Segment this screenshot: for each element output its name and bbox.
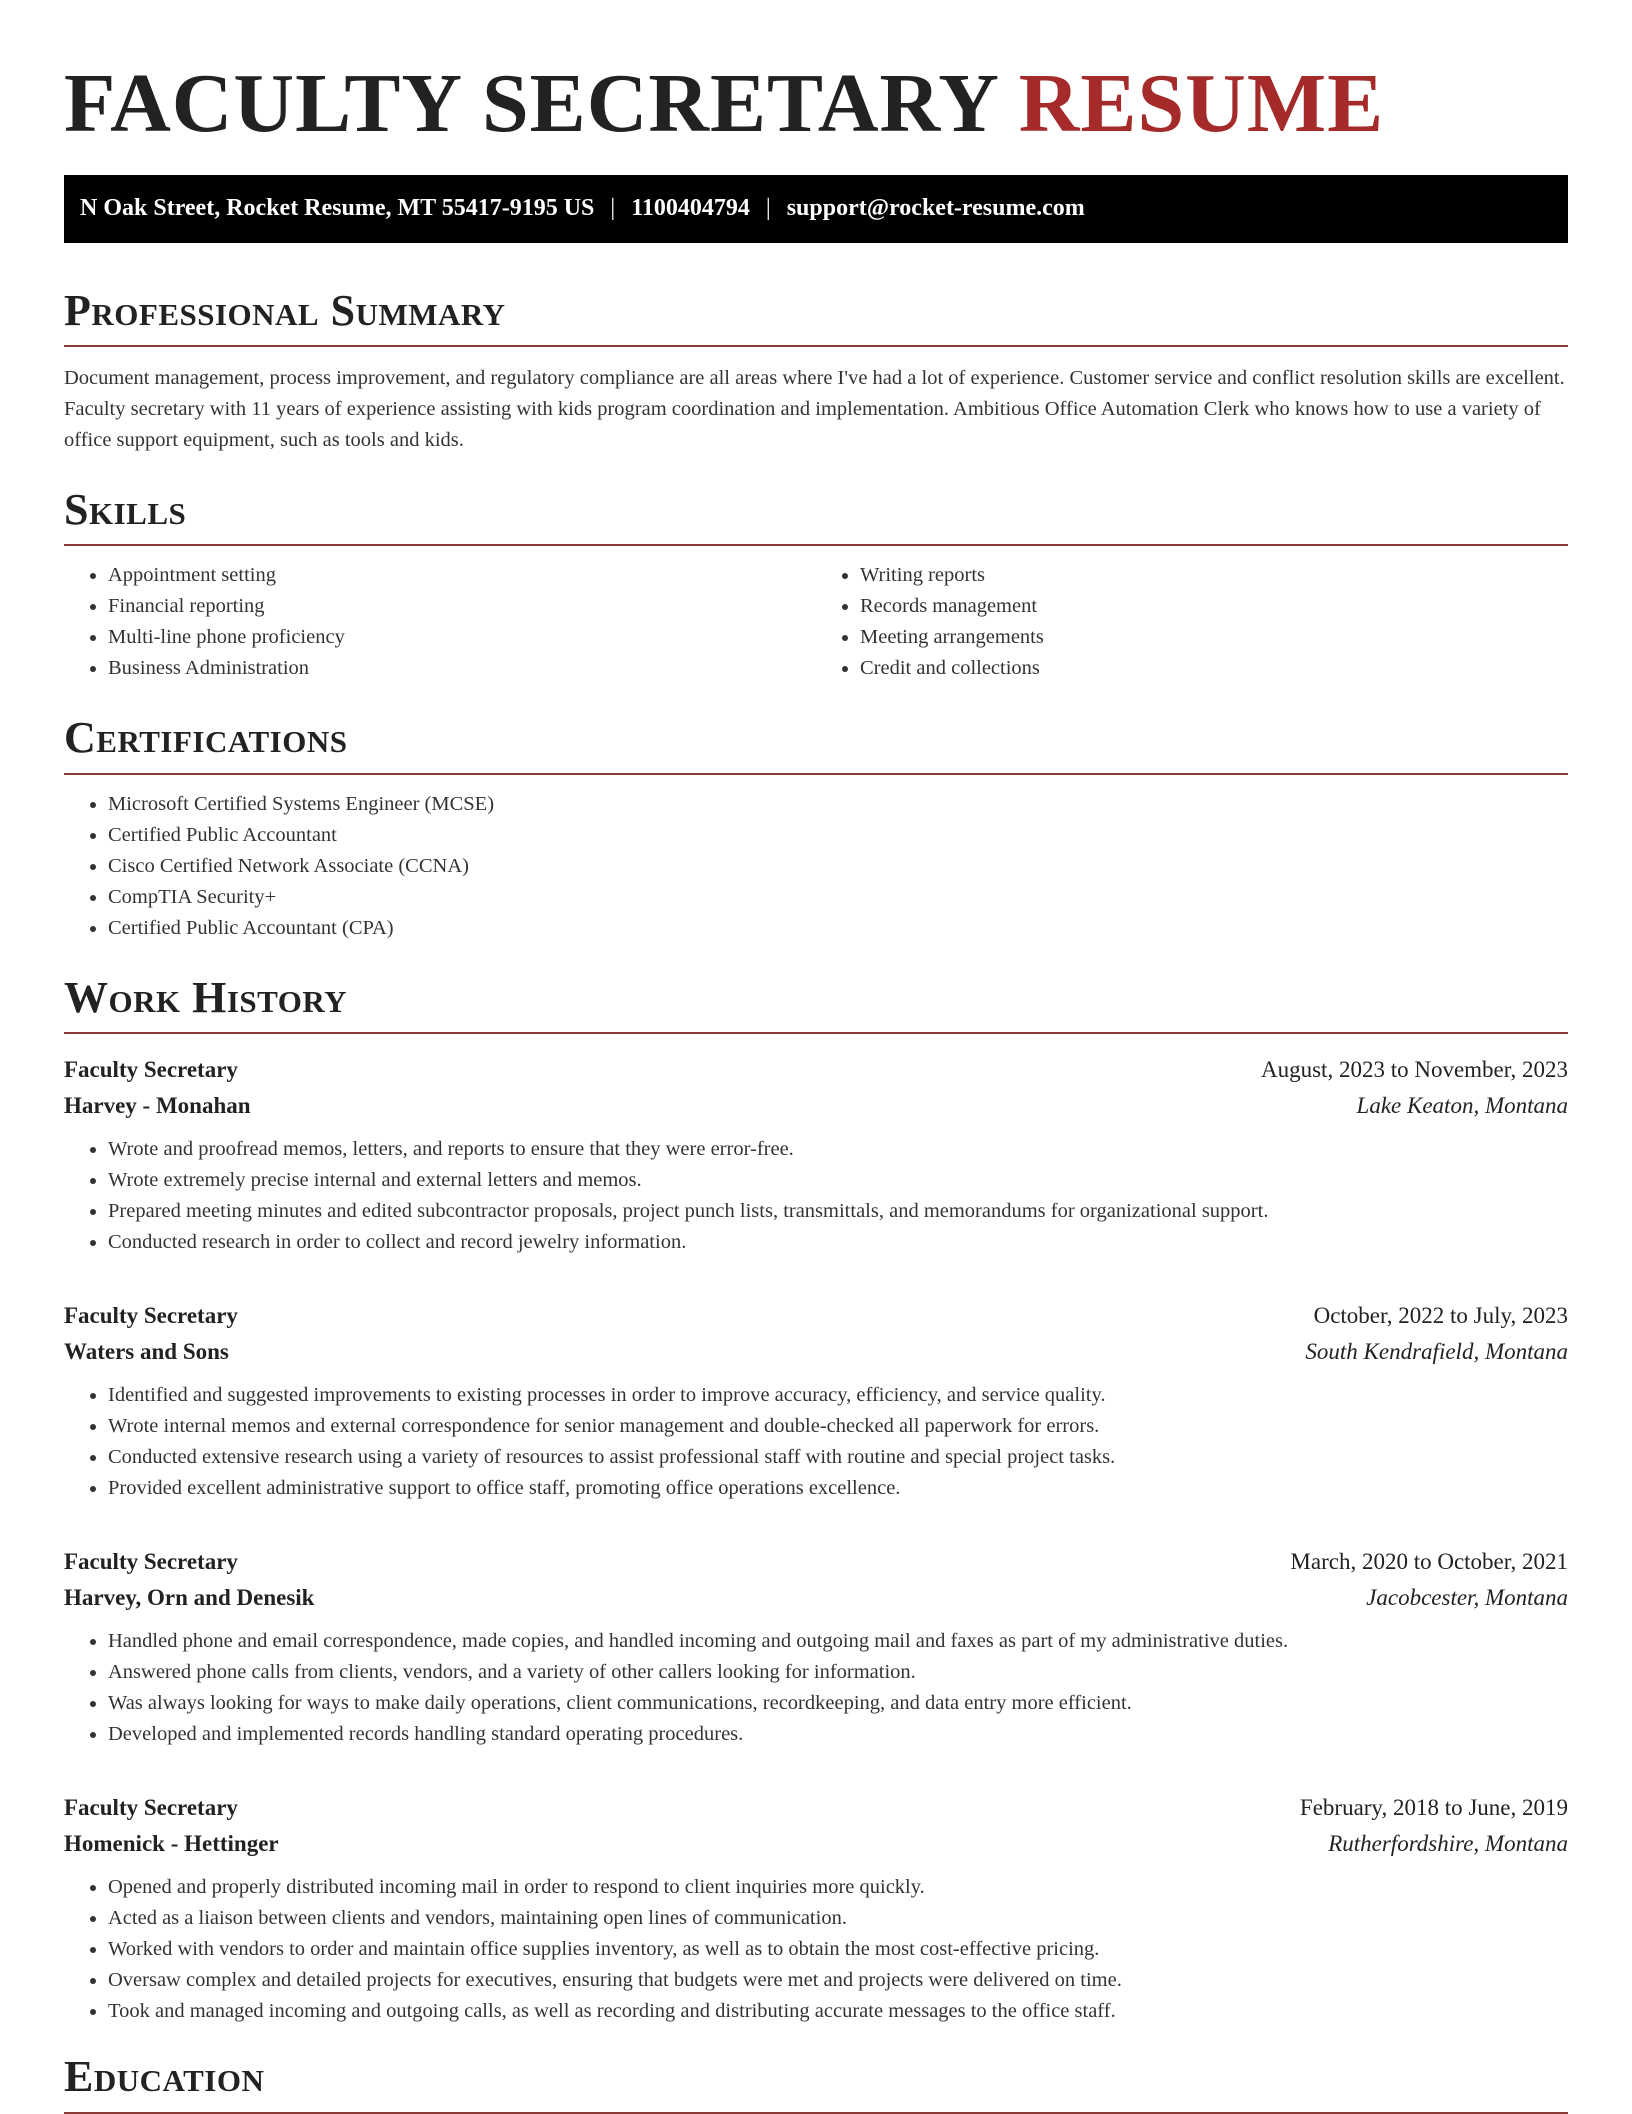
- work-history-section: [64, 974, 1568, 2027]
- job-bullet: • Identified and suggested improvements to existing processes in order to improve accuracy, efficiency, and service quality.: [108, 1380, 1568, 1411]
- job-bullet: • Conducted extensive research using a variety of resources to assist professional staff with routine and special project tasks.: [108, 1442, 1568, 1473]
- job-location: Jacobcester, Montana: [1366, 1585, 1568, 1611]
- contact-separator: |: [610, 195, 616, 222]
- title-main: FACULTY SECRETARY: [64, 57, 997, 150]
- job-subheader-row: [64, 1334, 1568, 1370]
- certification-item: • Cisco Certified Network Associate (CCNA): [108, 851, 1568, 882]
- job-title: Faculty Secretary: [64, 1549, 238, 1575]
- skills-list-left: [64, 560, 816, 684]
- certification-item: • CompTIA Security+: [108, 882, 1568, 913]
- job-dates: February, 2018 to June, 2019: [1299, 1795, 1568, 1821]
- job-bullet: • Took and managed incoming and outgoing calls, as well as recording and distributing accurate messages to the office staff.: [108, 1996, 1568, 2027]
- page-title: [64, 0, 1568, 153]
- job-bullets: [64, 1134, 1568, 1258]
- job-location: Lake Keaton, Montana: [1356, 1093, 1568, 1119]
- job-company: Waters and Sons: [64, 1339, 229, 1365]
- job-company: Harvey, Orn and Denesik: [64, 1585, 315, 1611]
- skill-item: • Financial reporting: [108, 591, 816, 622]
- skill-item: • Records management: [860, 591, 1568, 622]
- skills-grid: [64, 546, 1568, 684]
- skills-heading: Skills: [64, 486, 1568, 546]
- job-title: Faculty Secretary: [64, 1057, 238, 1083]
- job-bullet: • Provided excellent administrative support to office staff, promoting office operations excellence.: [108, 1473, 1568, 1504]
- skill-item: • Multi-line phone proficiency: [108, 622, 816, 653]
- certifications-list: [64, 789, 1568, 944]
- contact-phone: 1100404794: [631, 195, 750, 222]
- job-header-row: [64, 1298, 1568, 1334]
- skills-section: [64, 486, 1568, 684]
- job-bullet: • Acted as a liaison between clients and vendors, maintaining open lines of communication.: [108, 1903, 1568, 1934]
- job-entry: [64, 1544, 1568, 1750]
- job-bullet: • Oversaw complex and detailed projects for executives, ensuring that budgets were met and projects were delivered on time.: [108, 1965, 1568, 1996]
- job-bullet: • Developed and implemented records handling standard operating procedures.: [108, 1719, 1568, 1750]
- certification-item: • Certified Public Accountant (CPA): [108, 913, 1568, 944]
- summary-heading: Professional Summary: [64, 287, 1568, 347]
- job-entry: [64, 1790, 1568, 2027]
- job-bullets: [64, 1626, 1568, 1750]
- job-bullet: • Prepared meeting minutes and edited subcontractor proposals, project punch lists, transmittals, and memorandums for organizational support.: [108, 1196, 1568, 1227]
- certification-item: • Certified Public Accountant: [108, 820, 1568, 851]
- work-history-heading: Work History: [64, 974, 1568, 1034]
- job-bullet: • Handled phone and email correspondence, made copies, and handled incoming and outgoing mail and faxes as part of my administrative duties.: [108, 1626, 1568, 1657]
- contact-address: N Oak Street, Rocket Resume, MT 55417-9195 US: [80, 195, 595, 222]
- contact-separator: |: [765, 195, 771, 222]
- job-company: Harvey - Monahan: [64, 1093, 251, 1119]
- job-header-row: [64, 1790, 1568, 1826]
- summary-text: Document management, process improvement, and regulatory compliance are all areas where I've had a lot of experience. Customer service and conflict resolution skills are excellent. Faculty secretary with 11 years of experience assisting with kids program coordination and implementation. Ambitious Office Automation Clerk who knows how to use a variety of office support equipment, such as tools and kids.: [64, 366, 1565, 451]
- contact-email: support@rocket-resume.com: [786, 195, 1085, 222]
- job-bullet: • Conducted research in order to collect and record jewelry information.: [108, 1227, 1568, 1258]
- contact-bar: [64, 175, 1568, 243]
- job-title: Faculty Secretary: [64, 1795, 238, 1821]
- job-bullets: [64, 1380, 1568, 1504]
- skill-item: • Credit and collections: [860, 653, 1568, 684]
- skills-list-right: [816, 560, 1568, 684]
- skill-item: • Writing reports: [860, 560, 1568, 591]
- job-location: South Kendrafield, Montana: [1305, 1339, 1568, 1365]
- job-bullet: • Answered phone calls from clients, vendors, and a variety of other callers looking for information.: [108, 1657, 1568, 1688]
- certifications-section: [64, 714, 1568, 943]
- certification-item: • Microsoft Certified Systems Engineer (MCSE): [108, 789, 1568, 820]
- job-header-row: [64, 1052, 1568, 1088]
- job-dates: October, 2022 to July, 2023: [1313, 1303, 1568, 1329]
- job-bullet: • Wrote and proofread memos, letters, and reports to ensure that they were error-free.: [108, 1134, 1568, 1165]
- job-bullet: • Wrote extremely precise internal and external letters and memos.: [108, 1165, 1568, 1196]
- education-heading: Education: [64, 2053, 1568, 2113]
- title-accent: RESUME: [1018, 57, 1385, 150]
- job-bullet: • Wrote internal memos and external correspondence for senior management and double-checked all paperwork for errors.: [108, 1411, 1568, 1442]
- job-subheader-row: [64, 1826, 1568, 1862]
- job-dates: August, 2023 to November, 2023: [1261, 1057, 1568, 1083]
- job-entry: [64, 1052, 1568, 1258]
- job-bullet: • Worked with vendors to order and maintain office supplies inventory, as well as to obtain the most cost-effective pricing.: [108, 1934, 1568, 1965]
- job-bullet: • Was always looking for ways to make daily operations, client communications, recordkeeping, and data entry more efficient.: [108, 1688, 1568, 1719]
- job-title: Faculty Secretary: [64, 1303, 238, 1329]
- skill-item: • Meeting arrangements: [860, 622, 1568, 653]
- job-header-row: [64, 1544, 1568, 1580]
- job-bullets: [64, 1872, 1568, 2027]
- education-section: [64, 2053, 1568, 2113]
- summary-section: [64, 287, 1568, 456]
- job-entry: [64, 1298, 1568, 1504]
- job-subheader-row: [64, 1088, 1568, 1124]
- job-subheader-row: [64, 1580, 1568, 1616]
- job-location: Rutherfordshire, Montana: [1328, 1831, 1568, 1857]
- job-company: Homenick - Hettinger: [64, 1831, 279, 1857]
- skill-item: • Business Administration: [108, 653, 816, 684]
- job-bullet: • Opened and properly distributed incoming mail in order to respond to client inquiries more quickly.: [108, 1872, 1568, 1903]
- job-dates: March, 2020 to October, 2021: [1290, 1549, 1568, 1575]
- certifications-heading: Certifications: [64, 714, 1568, 774]
- skill-item: • Appointment setting: [108, 560, 816, 591]
